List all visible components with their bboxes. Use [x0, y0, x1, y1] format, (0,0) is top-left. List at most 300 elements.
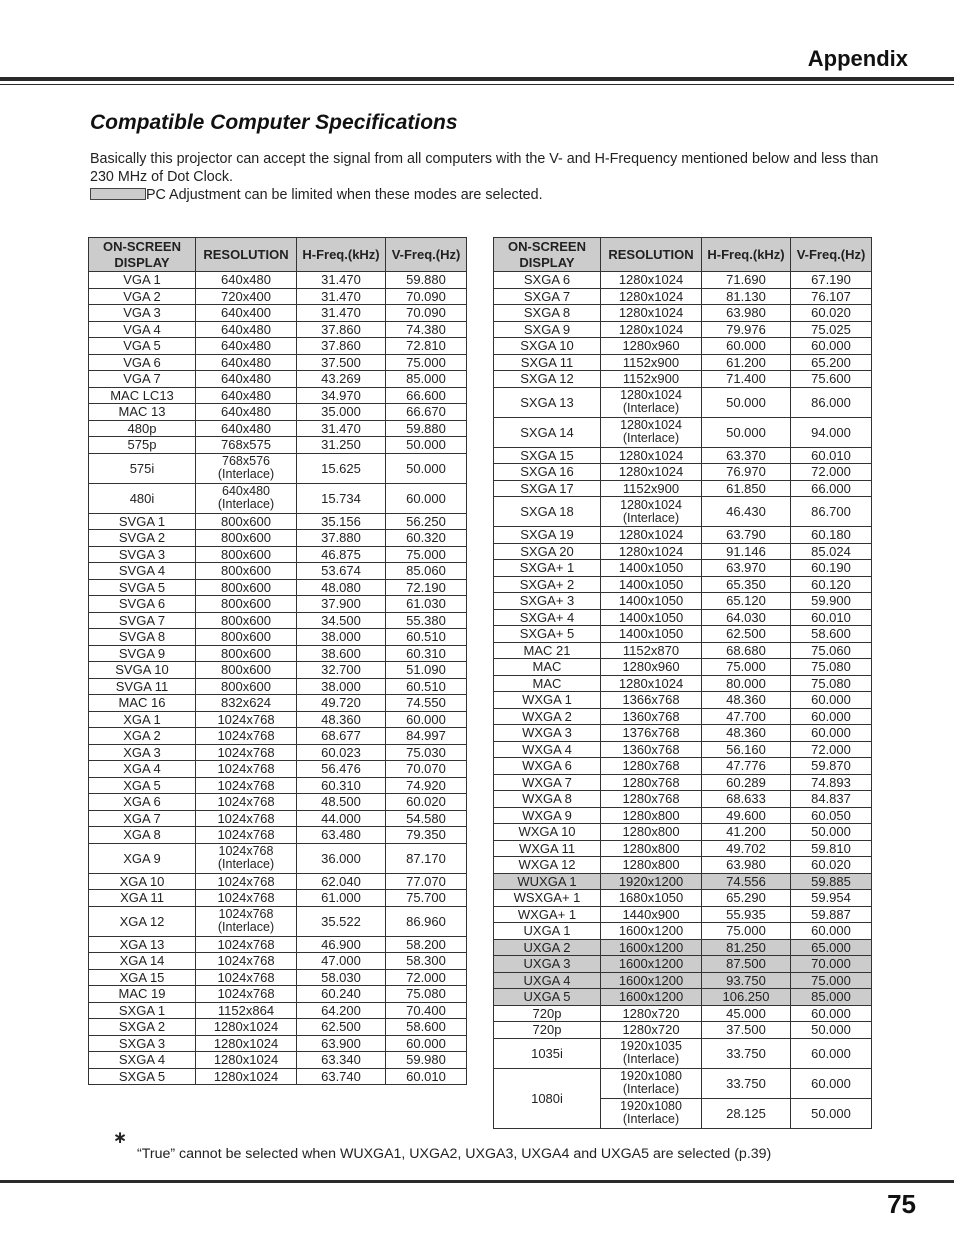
cell-display: UXGA 1 — [494, 923, 601, 940]
table-row — [89, 843, 467, 873]
cell-vfreq: 60.000 — [386, 1035, 467, 1052]
cell-vfreq: 60.510 — [386, 678, 467, 695]
cell-display: XGA 8 — [89, 827, 196, 844]
cell-resolution — [601, 417, 702, 447]
cell-vfreq: 74.893 — [791, 774, 872, 791]
table-row — [89, 596, 467, 613]
col-header-resolution: RESOLUTION — [601, 238, 702, 272]
section-title: Appendix — [807, 46, 908, 71]
cell-hfreq: 55.935 — [702, 906, 791, 923]
table-row — [494, 417, 872, 447]
cell-hfreq: 60.240 — [297, 986, 386, 1003]
cell-display: WXGA 11 — [494, 840, 601, 857]
table-row — [89, 288, 467, 305]
table-row — [89, 612, 467, 629]
cell-display: SXGA 6 — [494, 272, 601, 289]
cell-resolution: 640x480 — [196, 354, 297, 371]
intro-line-2-text: PC Adjustment can be limited when these modes are selected. — [146, 187, 543, 203]
table-row — [494, 642, 872, 659]
cell-resolution: 1152x864 — [196, 1002, 297, 1019]
table-row — [494, 989, 872, 1006]
cell-vfreq: 75.700 — [386, 890, 467, 907]
cell-hfreq: 63.980 — [702, 305, 791, 322]
cell-vfreq: 61.030 — [386, 596, 467, 613]
cell-hfreq: 32.700 — [297, 662, 386, 679]
table-row — [89, 1052, 467, 1069]
cell-hfreq: 38.600 — [297, 645, 386, 662]
cell-hfreq: 31.250 — [297, 437, 386, 454]
table-row — [89, 338, 467, 355]
cell-vfreq: 74.550 — [386, 695, 467, 712]
cell-display: UXGA 3 — [494, 956, 601, 973]
cell-display: XGA 3 — [89, 744, 196, 761]
cell-hfreq: 33.750 — [702, 1038, 791, 1068]
cell-vfreq: 75.080 — [791, 675, 872, 692]
table-row — [89, 953, 467, 970]
resolution-value: 1920x1035 — [620, 1039, 682, 1053]
cell-hfreq: 36.000 — [297, 843, 386, 873]
cell-display: XGA 14 — [89, 953, 196, 970]
table-row — [89, 371, 467, 388]
cell-vfreq: 75.080 — [791, 659, 872, 676]
table-row — [494, 758, 872, 775]
cell-vfreq: 59.880 — [386, 420, 467, 437]
cell-hfreq: 61.200 — [702, 354, 791, 371]
cell-display: SVGA 10 — [89, 662, 196, 679]
cell-hfreq: 34.970 — [297, 387, 386, 404]
cell-display: SXGA 8 — [494, 305, 601, 322]
table-row — [494, 480, 872, 497]
table-row — [494, 609, 872, 626]
table-header-row — [89, 238, 467, 272]
cell-hfreq: 60.000 — [702, 338, 791, 355]
cell-display: WXGA 10 — [494, 824, 601, 841]
page-title: Compatible Computer Specifications — [90, 111, 458, 134]
cell-display: SXGA 14 — [494, 417, 601, 447]
cell-vfreq: 59.980 — [386, 1052, 467, 1069]
cell-vfreq: 76.107 — [791, 288, 872, 305]
cell-resolution: 1280x1024 — [196, 1019, 297, 1036]
cell-vfreq: 75.000 — [386, 354, 467, 371]
table-row — [89, 711, 467, 728]
cell-display: XGA 7 — [89, 810, 196, 827]
cell-hfreq: 60.023 — [297, 744, 386, 761]
cell-display: SXGA 5 — [89, 1068, 196, 1085]
cell-resolution: 1024x768 — [196, 936, 297, 953]
cell-vfreq: 50.000 — [791, 824, 872, 841]
cell-display: MAC LC13 — [89, 387, 196, 404]
cell-hfreq: 76.970 — [702, 464, 791, 481]
cell-hfreq: 63.970 — [702, 560, 791, 577]
cell-vfreq: 60.320 — [386, 530, 467, 547]
cell-vfreq: 75.000 — [791, 972, 872, 989]
col-header-hfreq: H-Freq.(kHz) — [702, 238, 791, 272]
footer-rule — [0, 1180, 954, 1183]
table-row — [89, 321, 467, 338]
cell-resolution: 800x600 — [196, 546, 297, 563]
table-row — [89, 483, 467, 513]
cell-display: SXGA 18 — [494, 497, 601, 527]
cell-vfreq: 60.020 — [386, 794, 467, 811]
table-row — [89, 420, 467, 437]
cell-resolution: 1400x1050 — [601, 576, 702, 593]
cell-vfreq: 85.060 — [386, 563, 467, 580]
cell-resolution: 1152x900 — [601, 354, 702, 371]
interlace-label: (Interlace) — [622, 431, 680, 445]
cell-resolution: 1360x768 — [601, 708, 702, 725]
cell-hfreq: 60.310 — [297, 777, 386, 794]
cell-hfreq: 37.900 — [297, 596, 386, 613]
cell-display: WXGA 4 — [494, 741, 601, 758]
cell-display: SVGA 1 — [89, 513, 196, 530]
cell-resolution: 1600x1200 — [601, 923, 702, 940]
cell-resolution: 1400x1050 — [601, 626, 702, 643]
cell-display: SVGA 4 — [89, 563, 196, 580]
cell-vfreq: 55.380 — [386, 612, 467, 629]
table-row — [494, 371, 872, 388]
cell-display: 575p — [89, 437, 196, 454]
cell-vfreq: 60.180 — [791, 527, 872, 544]
cell-display: SXGA 3 — [89, 1035, 196, 1052]
interlace-label: (Interlace) — [217, 467, 275, 481]
cell-resolution: 1376x768 — [601, 725, 702, 742]
cell-display: SXGA+ 3 — [494, 593, 601, 610]
cell-hfreq: 61.850 — [702, 480, 791, 497]
table-row — [494, 543, 872, 560]
cell-hfreq: 91.146 — [702, 543, 791, 560]
cell-display: UXGA 5 — [494, 989, 601, 1006]
cell-display: SXGA+ 5 — [494, 626, 601, 643]
cell-vfreq: 70.000 — [791, 956, 872, 973]
table-row — [89, 1019, 467, 1036]
cell-hfreq: 93.750 — [702, 972, 791, 989]
cell-vfreq: 60.000 — [791, 923, 872, 940]
cell-vfreq: 60.020 — [791, 305, 872, 322]
cell-resolution — [601, 497, 702, 527]
table-row — [494, 774, 872, 791]
table-row — [89, 777, 467, 794]
cell-resolution: 800x600 — [196, 579, 297, 596]
cell-vfreq: 74.380 — [386, 321, 467, 338]
table-row — [89, 873, 467, 890]
cell-resolution: 1024x768 — [196, 827, 297, 844]
cell-vfreq: 87.170 — [386, 843, 467, 873]
cell-vfreq: 51.090 — [386, 662, 467, 679]
cell-resolution: 1280x768 — [601, 774, 702, 791]
cell-vfreq: 58.600 — [791, 626, 872, 643]
table-row — [494, 447, 872, 464]
cell-resolution: 1152x900 — [601, 480, 702, 497]
cell-hfreq: 62.040 — [297, 873, 386, 890]
resolution-value: 1920x1080 — [620, 1099, 682, 1113]
cell-vfreq: 50.000 — [791, 1022, 872, 1039]
cell-hfreq: 58.030 — [297, 969, 386, 986]
cell-resolution: 640x480 — [196, 272, 297, 289]
table-row — [494, 692, 872, 709]
cell-resolution: 1280x1024 — [196, 1035, 297, 1052]
cell-vfreq: 60.050 — [791, 807, 872, 824]
cell-vfreq: 75.060 — [791, 642, 872, 659]
cell-vfreq: 50.000 — [386, 437, 467, 454]
cell-display: SVGA 2 — [89, 530, 196, 547]
cell-hfreq: 45.000 — [702, 1005, 791, 1022]
cell-display: SXGA+ 2 — [494, 576, 601, 593]
cell-display: 575i — [89, 453, 196, 483]
cell-hfreq: 60.289 — [702, 774, 791, 791]
cell-hfreq: 50.000 — [702, 387, 791, 417]
cell-hfreq: 46.900 — [297, 936, 386, 953]
cell-vfreq: 75.600 — [791, 371, 872, 388]
cell-display: XGA 9 — [89, 843, 196, 873]
interlace-label: (Interlace) — [622, 401, 680, 415]
cell-hfreq: 48.360 — [702, 725, 791, 742]
cell-resolution: 1600x1200 — [601, 972, 702, 989]
cell-hfreq: 62.500 — [297, 1019, 386, 1036]
col-header-hfreq: H-Freq.(kHz) — [297, 238, 386, 272]
cell-hfreq: 31.470 — [297, 420, 386, 437]
cell-resolution: 800x600 — [196, 612, 297, 629]
table-row — [494, 1068, 872, 1098]
table-row — [89, 354, 467, 371]
cell-display: WXGA 9 — [494, 807, 601, 824]
cell-display: XGA 13 — [89, 936, 196, 953]
cell-vfreq: 65.200 — [791, 354, 872, 371]
cell-resolution — [196, 453, 297, 483]
cell-resolution: 1280x1024 — [601, 272, 702, 289]
cell-resolution: 1280x800 — [601, 824, 702, 841]
col-header-vfreq: V-Freq.(Hz) — [791, 238, 872, 272]
cell-hfreq: 65.120 — [702, 593, 791, 610]
cell-display: VGA 7 — [89, 371, 196, 388]
header-rule-thin — [0, 84, 954, 85]
cell-resolution: 640x480 — [196, 371, 297, 388]
cell-display: 480i — [89, 483, 196, 513]
cell-display: MAC — [494, 659, 601, 676]
cell-vfreq: 85.024 — [791, 543, 872, 560]
cell-resolution: 1280x1024 — [601, 527, 702, 544]
cell-hfreq: 35.156 — [297, 513, 386, 530]
cell-vfreq: 56.250 — [386, 513, 467, 530]
cell-display: 1080i — [494, 1068, 601, 1128]
cell-resolution: 1280x1024 — [601, 543, 702, 560]
table-row — [494, 560, 872, 577]
cell-display: 720p — [494, 1005, 601, 1022]
cell-hfreq: 56.160 — [702, 741, 791, 758]
cell-vfreq: 60.000 — [791, 338, 872, 355]
cell-hfreq: 15.625 — [297, 453, 386, 483]
cell-vfreq: 50.000 — [386, 453, 467, 483]
resolution-value: 640x480 — [222, 484, 270, 498]
cell-resolution: 640x480 — [196, 420, 297, 437]
table-row — [494, 387, 872, 417]
cell-vfreq: 60.000 — [791, 1038, 872, 1068]
cell-display: SVGA 9 — [89, 645, 196, 662]
table-row — [89, 695, 467, 712]
table-row — [89, 986, 467, 1003]
cell-hfreq: 63.340 — [297, 1052, 386, 1069]
cell-hfreq: 48.360 — [297, 711, 386, 728]
spec-table-right — [493, 237, 872, 1129]
cell-display: XGA 6 — [89, 794, 196, 811]
cell-vfreq: 50.000 — [791, 1098, 872, 1128]
cell-resolution: 1280x1024 — [601, 321, 702, 338]
cell-display: VGA 4 — [89, 321, 196, 338]
cell-hfreq: 53.674 — [297, 563, 386, 580]
interlace-label: (Interlace) — [217, 857, 275, 871]
cell-hfreq: 63.790 — [702, 527, 791, 544]
footnote-star-icon: ∗ — [113, 1128, 128, 1147]
cell-hfreq: 49.720 — [297, 695, 386, 712]
cell-vfreq: 59.900 — [791, 593, 872, 610]
cell-vfreq: 58.200 — [386, 936, 467, 953]
cell-resolution: 1024x768 — [196, 873, 297, 890]
table-row — [494, 354, 872, 371]
table-row — [494, 527, 872, 544]
cell-display: WUXGA 1 — [494, 873, 601, 890]
cell-resolution: 1024x768 — [196, 711, 297, 728]
cell-hfreq: 68.677 — [297, 728, 386, 745]
cell-resolution: 720x400 — [196, 288, 297, 305]
cell-hfreq: 37.880 — [297, 530, 386, 547]
cell-resolution: 1024x768 — [196, 744, 297, 761]
cell-resolution: 800x600 — [196, 596, 297, 613]
table-row — [89, 453, 467, 483]
cell-display: SVGA 6 — [89, 596, 196, 613]
cell-vfreq: 85.000 — [386, 371, 467, 388]
cell-vfreq: 94.000 — [791, 417, 872, 447]
cell-resolution: 1280x1024 — [601, 288, 702, 305]
cell-display: XGA 11 — [89, 890, 196, 907]
cell-hfreq: 87.500 — [702, 956, 791, 973]
table-row — [494, 305, 872, 322]
table-row — [89, 579, 467, 596]
cell-hfreq: 31.470 — [297, 305, 386, 322]
cell-vfreq: 59.885 — [791, 873, 872, 890]
cell-display: SXGA 19 — [494, 527, 601, 544]
cell-hfreq: 37.500 — [702, 1022, 791, 1039]
cell-vfreq: 72.000 — [791, 741, 872, 758]
cell-display: XGA 2 — [89, 728, 196, 745]
cell-hfreq: 106.250 — [702, 989, 791, 1006]
cell-vfreq: 66.600 — [386, 387, 467, 404]
cell-resolution: 640x400 — [196, 305, 297, 322]
intro-line-1: Basically this projector can accept the signal from all computers with the V- and H-Frequency mentioned below and less than 230 MHz of Dot Clock. — [90, 151, 879, 185]
table-row — [494, 857, 872, 874]
cell-hfreq: 41.200 — [702, 824, 791, 841]
cell-hfreq: 68.680 — [702, 642, 791, 659]
cell-vfreq: 60.010 — [791, 609, 872, 626]
cell-hfreq: 61.000 — [297, 890, 386, 907]
cell-hfreq: 81.250 — [702, 939, 791, 956]
col-header-resolution: RESOLUTION — [196, 238, 297, 272]
cell-vfreq: 65.000 — [791, 939, 872, 956]
cell-display: XGA 1 — [89, 711, 196, 728]
table-row — [494, 659, 872, 676]
cell-vfreq: 70.070 — [386, 761, 467, 778]
table-row — [89, 645, 467, 662]
resolution-value: 1280x1024 — [620, 497, 682, 512]
cell-display: WXGA 8 — [494, 791, 601, 808]
cell-resolution: 1280x960 — [601, 659, 702, 676]
table-row — [89, 387, 467, 404]
table-row — [89, 890, 467, 907]
cell-hfreq: 74.556 — [702, 873, 791, 890]
cell-display: SXGA 15 — [494, 447, 601, 464]
cell-hfreq: 75.000 — [702, 923, 791, 940]
cell-hfreq: 46.875 — [297, 546, 386, 563]
resolution-value: 1024x768 — [218, 844, 274, 858]
cell-vfreq: 60.310 — [386, 645, 467, 662]
cell-resolution: 640x480 — [196, 387, 297, 404]
cell-display: VGA 2 — [89, 288, 196, 305]
table-row — [89, 744, 467, 761]
cell-display: SXGA 20 — [494, 543, 601, 560]
cell-vfreq: 72.000 — [386, 969, 467, 986]
table-row — [89, 827, 467, 844]
cell-resolution: 1280x1024 — [196, 1068, 297, 1085]
cell-display: MAC 21 — [494, 642, 601, 659]
cell-vfreq: 60.120 — [791, 576, 872, 593]
cell-resolution: 1280x720 — [601, 1005, 702, 1022]
cell-hfreq: 37.860 — [297, 321, 386, 338]
cell-resolution: 1920x1200 — [601, 873, 702, 890]
cell-hfreq: 48.500 — [297, 794, 386, 811]
table-row — [89, 1068, 467, 1085]
interlace-label: (Interlace) — [622, 1112, 680, 1126]
intro-text — [90, 150, 880, 204]
cell-hfreq: 63.980 — [702, 857, 791, 874]
cell-resolution: 1280x1024 — [196, 1052, 297, 1069]
table-row — [494, 824, 872, 841]
cell-display: VGA 5 — [89, 338, 196, 355]
interlace-label: (Interlace) — [217, 497, 275, 511]
cell-resolution — [601, 1038, 702, 1068]
cell-hfreq: 43.269 — [297, 371, 386, 388]
table-row — [89, 678, 467, 695]
cell-hfreq: 48.360 — [702, 692, 791, 709]
cell-resolution: 800x600 — [196, 678, 297, 695]
cell-display: SXGA 17 — [494, 480, 601, 497]
cell-resolution — [601, 387, 702, 417]
cell-hfreq: 62.500 — [702, 626, 791, 643]
cell-hfreq: 35.000 — [297, 404, 386, 421]
resolution-value: 1280x1024 — [620, 388, 682, 402]
cell-display: XGA 12 — [89, 906, 196, 936]
table-row — [89, 662, 467, 679]
cell-resolution: 1280x800 — [601, 857, 702, 874]
cell-vfreq: 75.030 — [386, 744, 467, 761]
cell-vfreq: 60.010 — [791, 447, 872, 464]
cell-vfreq: 60.000 — [791, 725, 872, 742]
cell-vfreq: 84.837 — [791, 791, 872, 808]
table-row — [494, 939, 872, 956]
cell-resolution: 1400x1050 — [601, 560, 702, 577]
intro-line-2 — [90, 186, 880, 204]
footnote-text: “True” cannot be selected when WUXGA1, UXGA2, UXGA3, UXGA4 and UXGA5 are selected (p.39) — [137, 1146, 772, 1162]
table-row — [89, 546, 467, 563]
cell-display: SVGA 8 — [89, 629, 196, 646]
interlace-label: (Interlace) — [217, 920, 275, 934]
cell-display: WXGA 7 — [494, 774, 601, 791]
cell-hfreq: 46.430 — [702, 497, 791, 527]
cell-hfreq: 47.000 — [297, 953, 386, 970]
cell-vfreq: 60.020 — [791, 857, 872, 874]
table-row — [89, 906, 467, 936]
table-row — [89, 404, 467, 421]
table-row — [494, 923, 872, 940]
cell-hfreq: 33.750 — [702, 1068, 791, 1098]
cell-resolution: 640x480 — [196, 338, 297, 355]
